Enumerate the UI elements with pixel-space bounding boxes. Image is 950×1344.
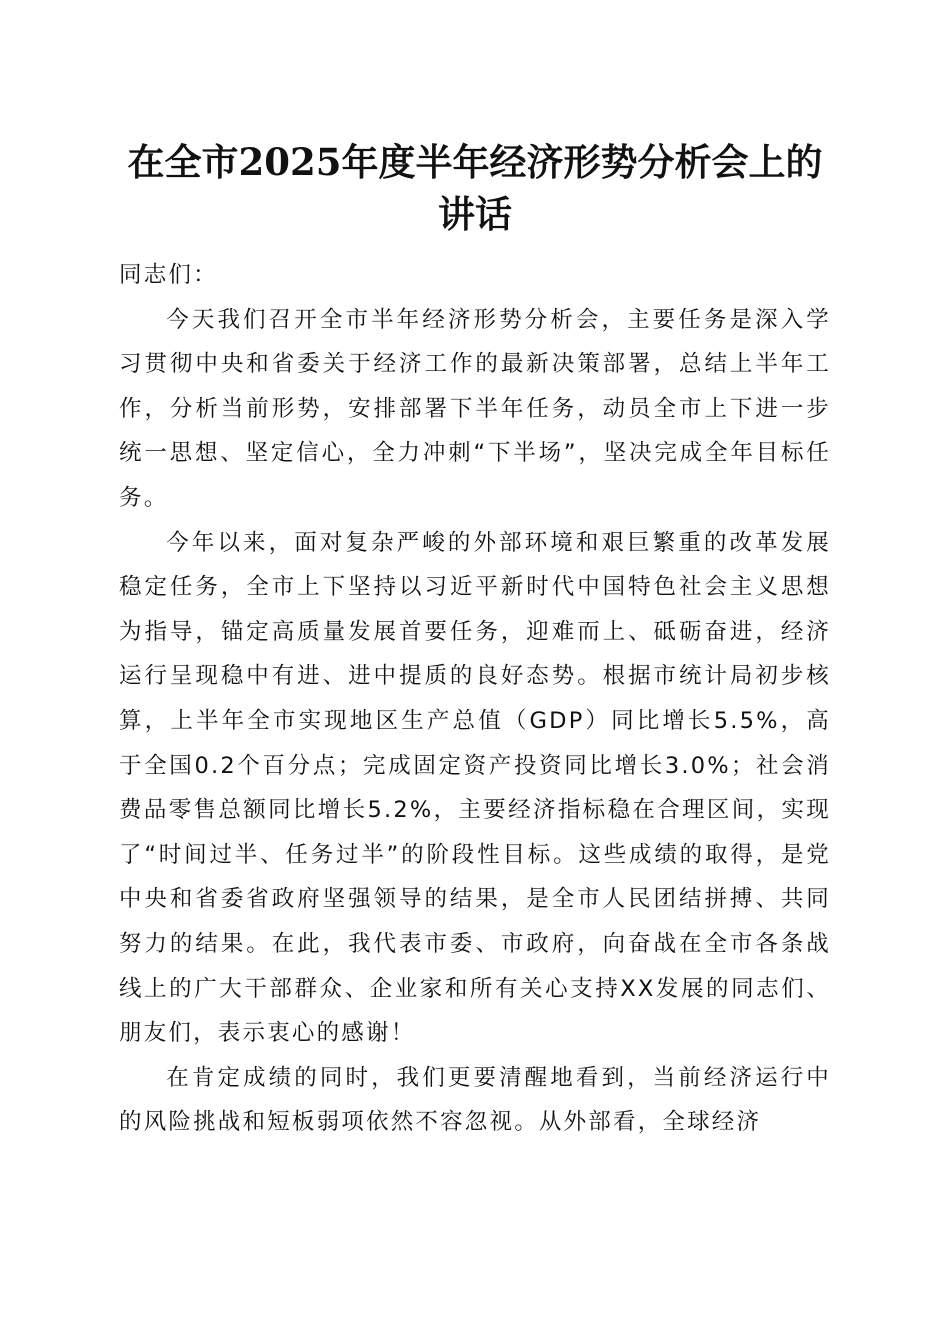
document-body: [119, 253, 831, 1145]
document-title: 在全市2025年度半年经济形势分析会上的讲话: [127, 140, 823, 236]
paragraph-achievements: 今年以来，面对复杂严峻的外部环境和艰巨繁重的改革发展稳定任务，全市上下坚持以习近平新时代中国特色社会主义思想为指导，锚定高质量发展首要任务，迎难而上、砥砺奋进，经济运行呈现稳中有进、进中提质的良好态势。根据市统计局初步核算，上半年全市实现地区生产总值（GDP）同比增长5.5%，高于全国0.2个百分点；完成固定资产投资同比增长3.0%；社会消费品零售总额同比增长5.2%，主要经济指标稳在合理区间，实现了“时间过半、任务过半”的阶段性目标。这些成绩的取得，是党中央和省委省政府坚强领导的结果，是全市人民团结拼搏、共同努力的结果。在此，我代表市委、市政府，向奋战在全市各条战线上的广大干部群众、企业家和所有关心支持XX发展的同志们、朋友们，表示衷心的感谢！: [119, 529, 831, 1047]
salutation: 同志们：: [119, 262, 218, 288]
paragraph-challenges: 在肯定成绩的同时，我们更要清醒地看到，当前经济运行中的风险挑战和短板弱项依然不容忽视。从外部看，全球经济: [119, 1064, 831, 1136]
paragraph-opening: 今天我们召开全市半年经济形势分析会，主要任务是深入学习贯彻中央和省委关于经济工作的最新决策部署，总结上半年工作，分析当前形势，安排部署下半年任务，动员全市上下进一步统一思想、坚定信心，全力冲刺“下半场”，坚决完成全年目标任务。: [119, 306, 831, 511]
